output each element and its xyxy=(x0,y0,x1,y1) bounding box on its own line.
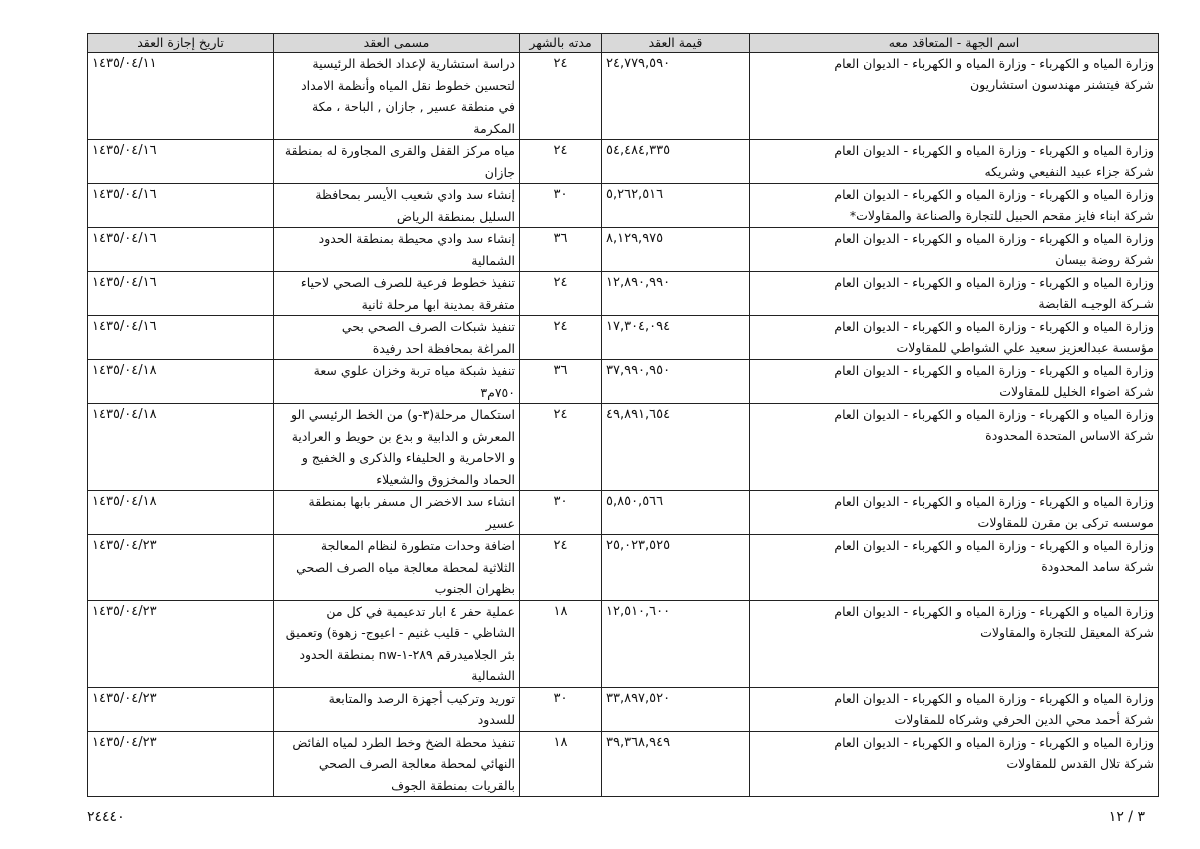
contract-name-line: توريد وتركيب أجهزة الرصد والمتابعة xyxy=(328,690,515,706)
cell-party xyxy=(750,228,1159,272)
cell-value: ٥,٨٥٠,٥٦٦ xyxy=(602,491,750,535)
party-line: وزارة المياه و الكهرباء - وزارة المياه و الكهرباء - الديوان العام xyxy=(834,407,1154,422)
contract-name-line: الشاظي - قليب غنيم - اعيوج- زهوة) وتعميق xyxy=(285,625,515,640)
cell-party xyxy=(750,404,1159,491)
contract-name-line: تنفيذ شبكات الصرف الصحي بحي xyxy=(341,319,515,334)
cell-approval-date: ١٤٣٥/٠٤/٢٣ xyxy=(88,600,274,687)
cell-contract-name xyxy=(274,140,520,184)
table-row xyxy=(88,687,1159,731)
header-approval-date: تاريخ إجازة العقد xyxy=(88,34,274,53)
contract-name-line: الثلاثية لمحطة معالجة مياه الصرف الصحي xyxy=(296,559,515,575)
cell-value: ١٢,٥١٠,٦٠٠ xyxy=(602,600,750,687)
cell-duration: ٢٤ xyxy=(520,316,602,360)
contract-name-line: الشمالية xyxy=(471,668,515,683)
contract-name-line: للسدود xyxy=(477,712,515,727)
cell-contract-name xyxy=(274,53,520,140)
header-value: قيمة العقد xyxy=(602,34,750,53)
cell-duration: ١٨ xyxy=(520,731,602,797)
document-number: ٢٤٤٤٠ xyxy=(87,809,125,825)
table-row xyxy=(88,53,1159,140)
contract-name-line: تنفيذ شبكة مياه تربة وخزان علوي سعة xyxy=(313,363,515,378)
contract-name-line: جازان xyxy=(484,164,515,180)
party-line: شركة روضة بيسان xyxy=(1055,252,1154,267)
cell-contract-name xyxy=(274,491,520,535)
contract-name-line: تنفيذ محطة الضخ وخط الطرد لمياه الفائض xyxy=(292,734,515,750)
cell-value: ٣٣,٨٩٧,٥٢٠ xyxy=(602,687,750,731)
party-line: شـركة الوجيـه القابضة xyxy=(1038,296,1154,311)
contract-name-line: عسير xyxy=(485,515,515,531)
contract-name-line: و الاحامرية و الحليفاء والذكرى و الخفيج و xyxy=(301,450,515,465)
cell-approval-date: ١٤٣٥/٠٤/١٨ xyxy=(88,360,274,404)
contract-name-line: المراغة بمحافظة احد رفيدة xyxy=(372,340,515,356)
table-row xyxy=(88,600,1159,687)
cell-party xyxy=(750,140,1159,184)
cell-duration: ٣٠ xyxy=(520,491,602,535)
party-line: شركة أحمد محي الدين الحرفي وشركاه للمقاولات xyxy=(894,711,1154,727)
cell-duration: ٣٠ xyxy=(520,687,602,731)
party-line: وزارة المياه و الكهرباء - وزارة المياه و الكهرباء - الديوان العام xyxy=(834,494,1154,509)
cell-approval-date: ١٤٣٥/٠٤/١١ xyxy=(88,53,274,140)
cell-duration: ٢٤ xyxy=(520,140,602,184)
cell-contract-name xyxy=(274,731,520,797)
party-line: مؤسسة عبدالعزيز سعيد علي الشواطي للمقاولات xyxy=(896,340,1154,355)
party-line: وزارة المياه و الكهرباء - وزارة المياه و الكهرباء - الديوان العام xyxy=(834,538,1154,553)
cell-party xyxy=(750,600,1159,687)
party-line: وزارة المياه و الكهرباء - وزارة المياه و الكهرباء - الديوان العام xyxy=(834,319,1154,334)
cell-approval-date: ١٤٣٥/٠٤/١٦ xyxy=(88,316,274,360)
party-line: وزارة المياه و الكهرباء - وزارة المياه و الكهرباء - الديوان العام xyxy=(834,363,1154,378)
contract-name-line: انشاء سد الاخضر ال مسفر بابها بمنطقة xyxy=(308,494,515,509)
cell-approval-date: ١٤٣٥/٠٤/١٦ xyxy=(88,184,274,228)
party-line: وزارة المياه و الكهرباء - وزارة المياه و الكهرباء - الديوان العام xyxy=(834,231,1154,246)
header-contract-name: مسمى العقد xyxy=(274,34,520,53)
party-line: شركة جزاء عبيد النفيعي وشريكه xyxy=(984,164,1154,179)
cell-contract-name xyxy=(274,600,520,687)
contract-name-line: لتحسين خطوط نقل المياه وأنظمة الامداد xyxy=(301,77,515,93)
cell-duration: ٣٠ xyxy=(520,184,602,228)
party-line: شركة فيتشنر مهندسون استشاريون xyxy=(969,77,1154,92)
contract-name-line: تنفيذ خطوط فرعية للصرف الصحي لاحياء xyxy=(300,275,515,290)
cell-duration: ٣٦ xyxy=(520,360,602,404)
cell-duration: ٢٤ xyxy=(520,535,602,601)
cell-party xyxy=(750,535,1159,601)
table-row xyxy=(88,491,1159,535)
cell-party xyxy=(750,184,1159,228)
header-duration: مدته بالشهر xyxy=(520,34,602,53)
table-row xyxy=(88,140,1159,184)
contract-name-line: المكرمة xyxy=(473,120,515,136)
cell-value: ١٧,٣٠٤,٠٩٤ xyxy=(602,316,750,360)
party-line: وزارة المياه و الكهرباء - وزارة المياه و الكهرباء - الديوان العام xyxy=(834,690,1154,706)
cell-contract-name xyxy=(274,535,520,601)
cell-duration: ٢٤ xyxy=(520,53,602,140)
contract-name-line: اضافة وحدات متطورة لنظام المعالجة xyxy=(320,538,515,553)
contract-name-line: مياه مركز القفل والقرى المجاورة له بمنطقة xyxy=(284,143,515,158)
table-row xyxy=(88,228,1159,272)
cell-value: ٨,١٢٩,٩٧٥ xyxy=(602,228,750,272)
cell-approval-date: ١٤٣٥/٠٤/٢٣ xyxy=(88,535,274,601)
cell-contract-name xyxy=(274,184,520,228)
table-row xyxy=(88,731,1159,797)
contract-name-line: الشمالية xyxy=(471,252,515,268)
cell-duration: ١٨ xyxy=(520,600,602,687)
table-header-row xyxy=(88,34,1159,53)
contract-name-line: الحماد والمخزوق والشعيلاء xyxy=(376,471,515,487)
cell-party xyxy=(750,53,1159,140)
party-line: موسسه تركى بن مقرن للمقاولات xyxy=(977,515,1154,530)
party-line: وزارة المياه و الكهرباء - وزارة المياه و الكهرباء - الديوان العام xyxy=(834,603,1154,619)
contract-name-line: دراسة استشارية لإعداد الخطة الرئيسية xyxy=(312,56,515,71)
cell-party xyxy=(750,491,1159,535)
cell-contract-name xyxy=(274,316,520,360)
cell-value: ٢٤,٧٧٩,٥٩٠ xyxy=(602,53,750,140)
contract-name-line: إنشاء سد وادي محيطة بمنطقة الحدود xyxy=(318,231,515,246)
table-row xyxy=(88,316,1159,360)
cell-party xyxy=(750,316,1159,360)
party-line: وزارة المياه و الكهرباء - وزارة المياه و الكهرباء - الديوان العام xyxy=(834,734,1154,750)
cell-value: ١٢,٨٩٠,٩٩٠ xyxy=(602,272,750,316)
cell-contract-name xyxy=(274,360,520,404)
contract-name-line: المعرش و الدابية و بدع بن حويط و العرادية xyxy=(291,428,515,444)
cell-value: ٥,٢٦٢,٥١٦ xyxy=(602,184,750,228)
table-row xyxy=(88,360,1159,404)
party-line: وزارة المياه و الكهرباء - وزارة المياه و الكهرباء - الديوان العام xyxy=(834,275,1154,290)
cell-party xyxy=(750,360,1159,404)
cell-contract-name xyxy=(274,272,520,316)
party-line: وزارة المياه و الكهرباء - وزارة المياه و الكهرباء - الديوان العام xyxy=(834,56,1154,71)
party-line: وزارة المياه و الكهرباء - وزارة المياه و الكهرباء - الديوان العام xyxy=(834,187,1154,202)
cell-duration: ٣٦ xyxy=(520,228,602,272)
contract-name-line: بالقريات بمنطقة الجوف xyxy=(391,777,515,793)
cell-party xyxy=(750,731,1159,797)
cell-contract-name xyxy=(274,228,520,272)
cell-value: ٤٩,٨٩١,٦٥٤ xyxy=(602,404,750,491)
cell-contract-name xyxy=(274,687,520,731)
contract-name-line: السليل بمنطقة الرياض xyxy=(396,208,515,224)
cell-approval-date: ١٤٣٥/٠٤/٢٣ xyxy=(88,687,274,731)
cell-duration: ٢٤ xyxy=(520,272,602,316)
cell-value: ٣٧,٩٩٠,٩٥٠ xyxy=(602,360,750,404)
cell-value: ٥٤,٤٨٤,٣٣٥ xyxy=(602,140,750,184)
contract-name-line: بظهران الجنوب xyxy=(434,581,515,596)
table-row xyxy=(88,272,1159,316)
cell-approval-date: ١٤٣٥/٠٤/١٨ xyxy=(88,491,274,535)
header-party: اسم الجهة - المتعاقد معه xyxy=(750,34,1159,53)
contract-name-line: إنشاء سد وادي شعيب الأيسر بمحافظة xyxy=(315,187,515,202)
cell-value: ٣٩,٣٦٨,٩٤٩ xyxy=(602,731,750,797)
table-row xyxy=(88,404,1159,491)
party-line: شركة اضواء الخليل للمقاولات xyxy=(999,384,1154,399)
cell-contract-name xyxy=(274,404,520,491)
table-row xyxy=(88,535,1159,601)
party-line: شركة تلال القدس للمقاولات xyxy=(1006,755,1154,771)
cell-party xyxy=(750,272,1159,316)
cell-value: ٢٥,٠٢٣,٥٢٥ xyxy=(602,535,750,601)
table-row xyxy=(88,184,1159,228)
cell-approval-date: ١٤٣٥/٠٤/١٨ xyxy=(88,404,274,491)
contracts-table xyxy=(87,33,1159,797)
cell-party xyxy=(750,687,1159,731)
cell-duration: ٢٤ xyxy=(520,404,602,491)
table-body xyxy=(88,53,1159,797)
party-line: شركة الاساس المتحدة المحدودة xyxy=(985,428,1154,443)
contract-name-line: ٧٥٠م٣ xyxy=(480,384,515,400)
party-line: شركة المعيقل للتجارة والمقاولات xyxy=(980,624,1154,640)
party-line: شركة ابناء فايز مقحم الحبيل للتجارة والصناعة والمقاولات* xyxy=(849,208,1154,223)
cell-approval-date: ١٤٣٥/٠٤/١٦ xyxy=(88,140,274,184)
cell-approval-date: ١٤٣٥/٠٤/٢٣ xyxy=(88,731,274,797)
party-line: وزارة المياه و الكهرباء - وزارة المياه و الكهرباء - الديوان العام xyxy=(834,143,1154,158)
cell-approval-date: ١٤٣٥/٠٤/١٦ xyxy=(88,272,274,316)
page-number: ٣ / ١٢ xyxy=(1108,809,1145,825)
contract-name-line: استكمال مرحلة(٣-و) من الخط الرئيسي الو xyxy=(291,407,515,422)
contract-name-line: متفرقة بمدينة ابها مرحلة ثانية xyxy=(361,296,515,312)
cell-approval-date: ١٤٣٥/٠٤/١٦ xyxy=(88,228,274,272)
party-line: شركة سامد المحدودة xyxy=(1041,559,1154,574)
contract-name-line: في منطقة عسير , جازان , الباحة ، مكة xyxy=(311,99,515,114)
contract-name-line: عملية حفر ٤ ابار تدعيمية في كل من xyxy=(326,603,515,619)
contract-name-line: النهائي لمحطة معالجة الصرف الصحي xyxy=(318,756,515,771)
contract-name-line: بئر الجلاميدرقم ٢٨٩-١-nw بمنطقة الحدود xyxy=(299,646,515,662)
